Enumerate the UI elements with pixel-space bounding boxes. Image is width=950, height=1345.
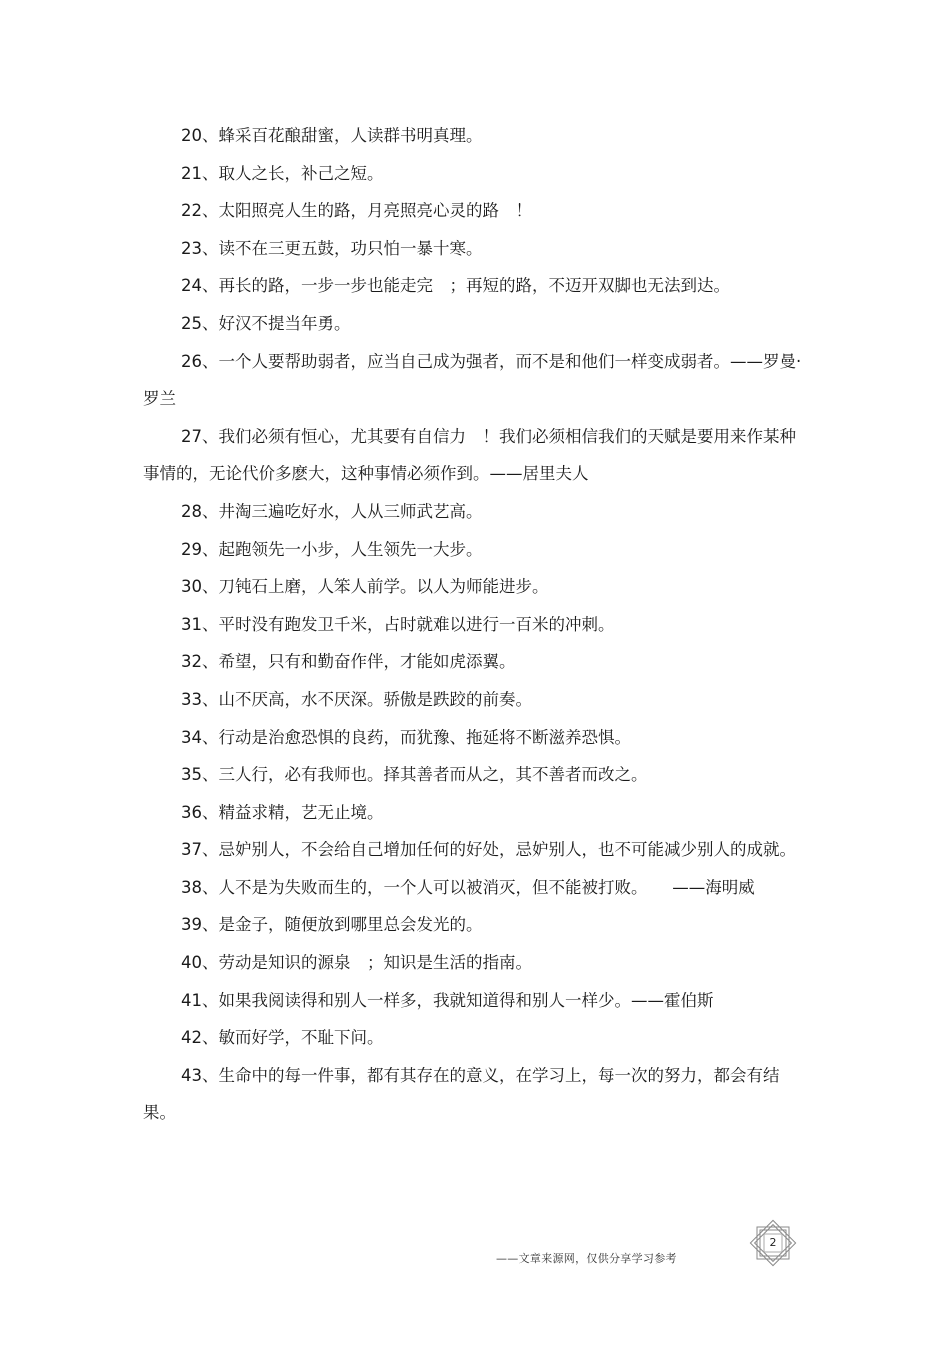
list-item: 20、蜂采百花酿甜蜜，人读群书明真理。 [181, 126, 483, 145]
list-item: 36、精益求精，艺无止境。 [181, 802, 384, 822]
list-item: 29、起跑领先一小步，人生领先一大步。 [181, 539, 483, 559]
list-item: 34、行动是治愈恐惧的良药，而犹豫、拖延将不断滋养恐惧。 [181, 727, 631, 747]
list-item: 26、一个人要帮助弱者，应当自己成为强者，而不是和他们一样变成弱者。——罗曼·罗兰 [143, 351, 802, 409]
list-item: 22、太阳照亮人生的路，月亮照亮心灵的路 ！ [181, 201, 532, 221]
list-item: 31、平时没有跑发卫千米，占时就难以进行一百米的冲刺。 [181, 614, 615, 634]
list-item: 32、希望，只有和勤奋作伴，才能如虎添翼。 [181, 652, 516, 672]
quote-list [143, 117, 808, 1132]
list-item: 33、山不厌高，水不厌深。骄傲是跌跤的前奏。 [181, 689, 532, 709]
list-item: 24、再长的路，一步一步也能走完 ；再短的路，不迈开双脚也无法到达。 [181, 276, 730, 296]
list-item: 23、读不在三更五鼓，功只怕一暴十寒。 [181, 238, 483, 258]
list-item: 21、取人之长，补己之短。 [181, 163, 384, 183]
list-item: 35、三人行，必有我师也。择其善者而从之，其不善者而改之。 [181, 765, 648, 785]
list-item: 42、敏而好学，不耻下问。 [181, 1028, 384, 1048]
footer-note: ——文章来源网，仅供分享学习参考 [496, 1252, 677, 1265]
list-item: 27、我们必须有恒心，尤其要有自信力 ！我们必须相信我们的天赋是要用来作某种事情的，无论代价多麽大，这种事情必须作到。——居里夫人 [143, 426, 796, 484]
page-number-badge [748, 1218, 798, 1268]
list-item: 37、忌妒别人，不会给自己增加任何的好处，忌妒别人，也不可能减少别人的成就。 [181, 840, 796, 860]
list-item: 30、刀钝石上磨，人笨人前学。以人为师能进步。 [181, 577, 549, 597]
list-item: 38、人不是为失败而生的，一个人可以被消灭，但不能被打败。 ——海明威 [181, 877, 755, 897]
list-item: 28、井淘三遍吃好水，人从三师武艺高。 [181, 501, 483, 521]
list-item: 43、生命中的每一件事，都有其存在的意义，在学习上，每一次的努力，都会有结果。 [143, 1065, 780, 1123]
list-item: 41、如果我阅读得和别人一样多，我就知道得和别人一样少。——霍伯斯 [181, 990, 714, 1010]
list-item: 40、劳动是知识的源泉 ；知识是生活的指南。 [181, 953, 532, 973]
list-item: 39、是金子，随便放到哪里总会发光的。 [181, 915, 483, 935]
page-number: 2 [769, 1236, 777, 1249]
list-item: 25、好汉不提当年勇。 [181, 313, 351, 333]
